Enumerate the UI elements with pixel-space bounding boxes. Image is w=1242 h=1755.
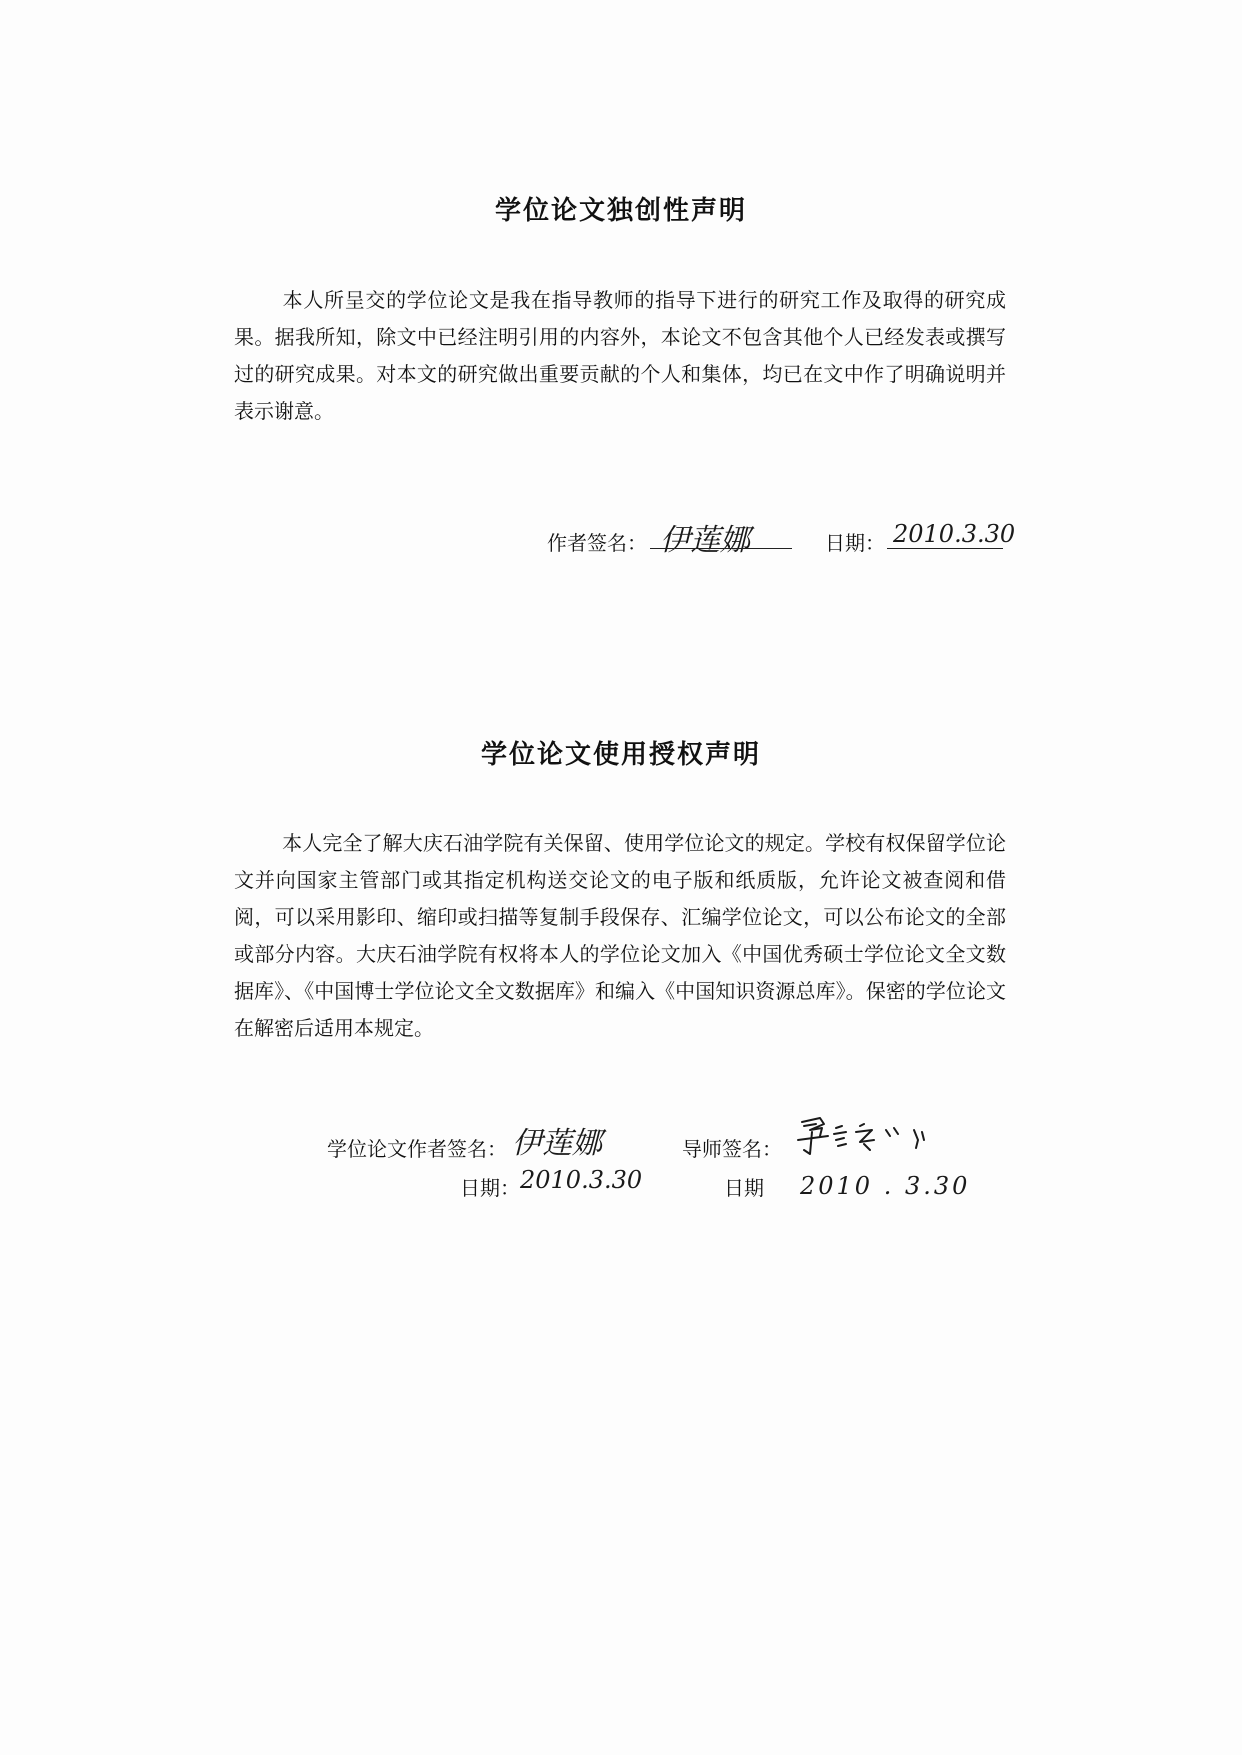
author-signature-label: 作者签名： <box>547 531 647 555</box>
authorization-title: 学位论文使用授权声明 <box>480 740 761 770</box>
thesis-author-date-value: 2010.3.30 <box>520 1166 643 1194</box>
authorization-text: 本人完全了解大庆石油学院有关保留、使用学位论文的规定。学校有权保留学位论文并向国家主管部门或其指定机构送交论文的电子版和纸质版，允许论文被查阅和借阅，可以采用影印、缩印或扫描等复制手段保存、汇编学位论文，可以公布论文的全部或部分内容。大庆石油学院有权将本人的学位论文加入《中国优秀硕士学位论文全文数据库》、《中国博士学位论文全文数据库》和编入《中国知识资源总库》。保密的学位论文在解密后适用本规定。 <box>234 831 1006 1040</box>
date-line <box>887 548 1003 549</box>
thesis-author-date-label: 日期： <box>460 1176 520 1200</box>
authorization-paragraph <box>234 825 1006 1047</box>
author-signature: 伊莲娜 <box>660 523 750 558</box>
thesis-author-signature-label: 学位论文作者签名： <box>327 1137 507 1161</box>
thesis-author-signature: 伊莲娜 <box>512 1126 602 1161</box>
originality-text: 本人所呈交的学位论文是我在指导教师的指导下进行的研究工作及取得的研究成果。据我所知，除文中已经注明引用的内容外，本论文不包含其他个人已经发表或撰写过的研究成果。对本文的研究做出重要贡献的个人和集体，均已在文中作了明确说明并表示谢意。 <box>234 288 1006 423</box>
supervisor-date-value: 2010 . 3.30 <box>800 1172 971 1200</box>
supervisor-signature-image <box>790 1110 950 1160</box>
date-value: 2010.3.30 <box>893 520 1016 548</box>
supervisor-signature-label: 导师签名： <box>682 1137 782 1161</box>
originality-title: 学位论文独创性声明 <box>494 196 747 226</box>
author-signature-line <box>650 548 792 549</box>
date-label: 日期： <box>825 531 885 555</box>
originality-paragraph <box>234 282 1006 430</box>
supervisor-date-label: 日期 <box>724 1176 764 1200</box>
